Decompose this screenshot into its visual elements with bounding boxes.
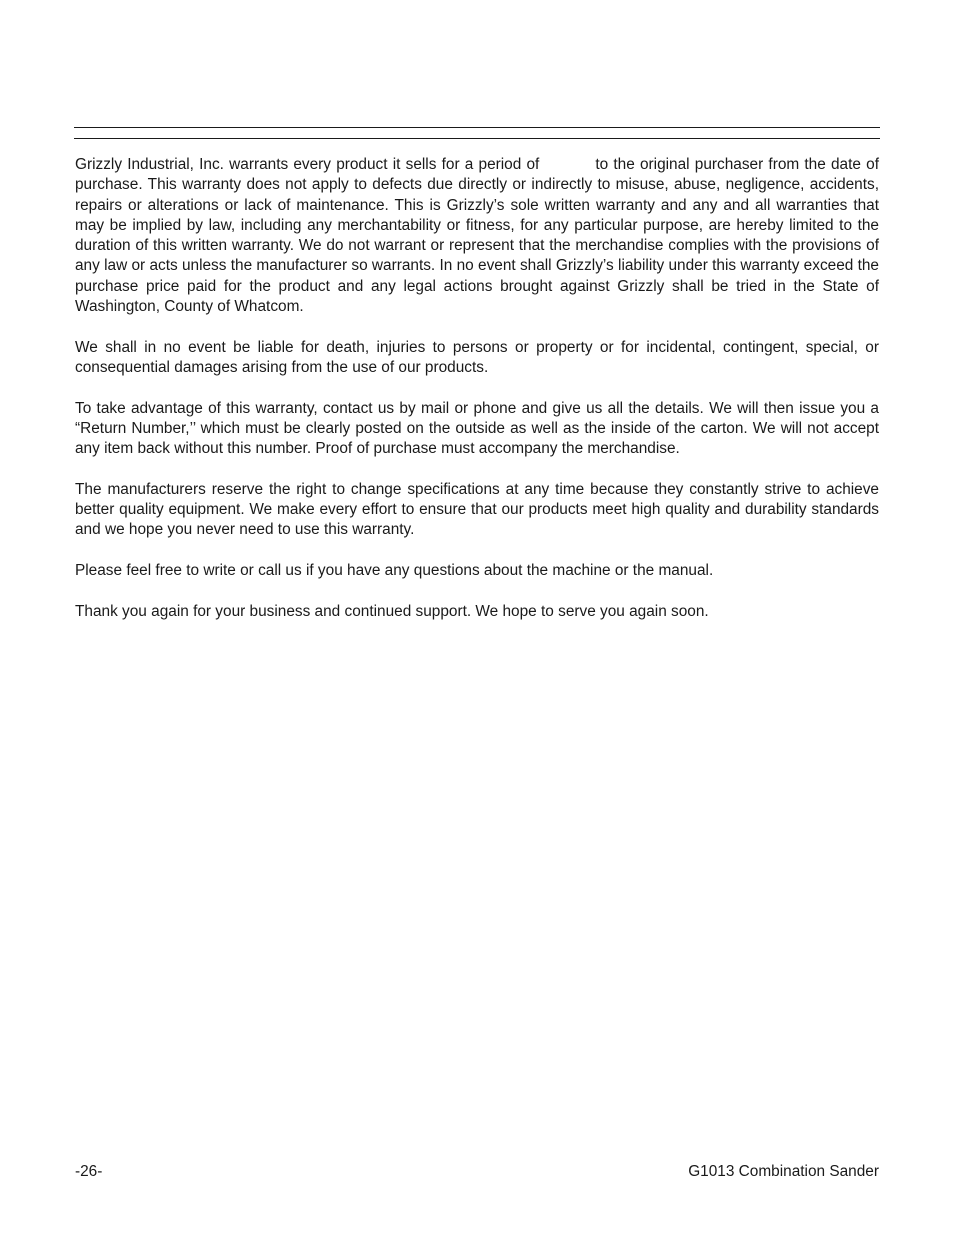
warranty-body [75,155,879,642]
return-procedure-paragraph: To take advantage of this warranty, contact us by mail or phone and give us all the details. We will then issue you a “Return Number,’’ which must be clearly posted on the outside as well as the inside of the carton. We will not accept any item back without this number. Proof of purchase must accompany the merchandise. [75,399,879,458]
model-name: G1013 Combination Sander [688,1163,879,1180]
liability-paragraph: We shall in no event be liable for death, injuries to persons or property or for incidental, contingent, special, or consequential damages arising from the use of our products. [75,338,879,376]
warranty-paragraph-1 [75,155,879,317]
header-rule-top [74,127,880,128]
page-number: -26- [75,1163,103,1180]
warranty-intro-text: Grizzly Industrial, Inc. warrants every product it sells for a period of [75,156,540,173]
warranty-terms-text: to the original purchaser from the date of purchase. This warranty does not apply to defects due directly or indirectly to misuse, abuse, negligence, accidents, repairs or alterations or lack of maintenance. This is Grizzly’s sole written warranty and any and all warranties that may be implied by law, including any merchantability or fitness, for any particular purpose, are hereby limited to the duration of this written warranty. We do not warrant or represent that the merchandise complies with the provisions of any law or acts unless the manufacturer so warrants. In no event shall Grizzly’s liability under this warranty exceed the purchase price paid for the product and any legal actions brought against Grizzly shall be tried in the State of Washington, County of Whatcom. [75,156,879,316]
thank-you-paragraph: Thank you again for your business and continued support. We hope to serve you again soon. [75,602,709,620]
contact-paragraph: Please feel free to write or call us if you have any questions about the machine or the manual. [75,561,714,579]
header-rule-bottom [74,138,880,139]
specifications-paragraph: The manufacturers reserve the right to change specifications at any time because they constantly strive to achieve better quality equipment. We make every effort to ensure that our products meet high quality and durability standards and we hope you never need to use this warranty. [75,480,879,539]
